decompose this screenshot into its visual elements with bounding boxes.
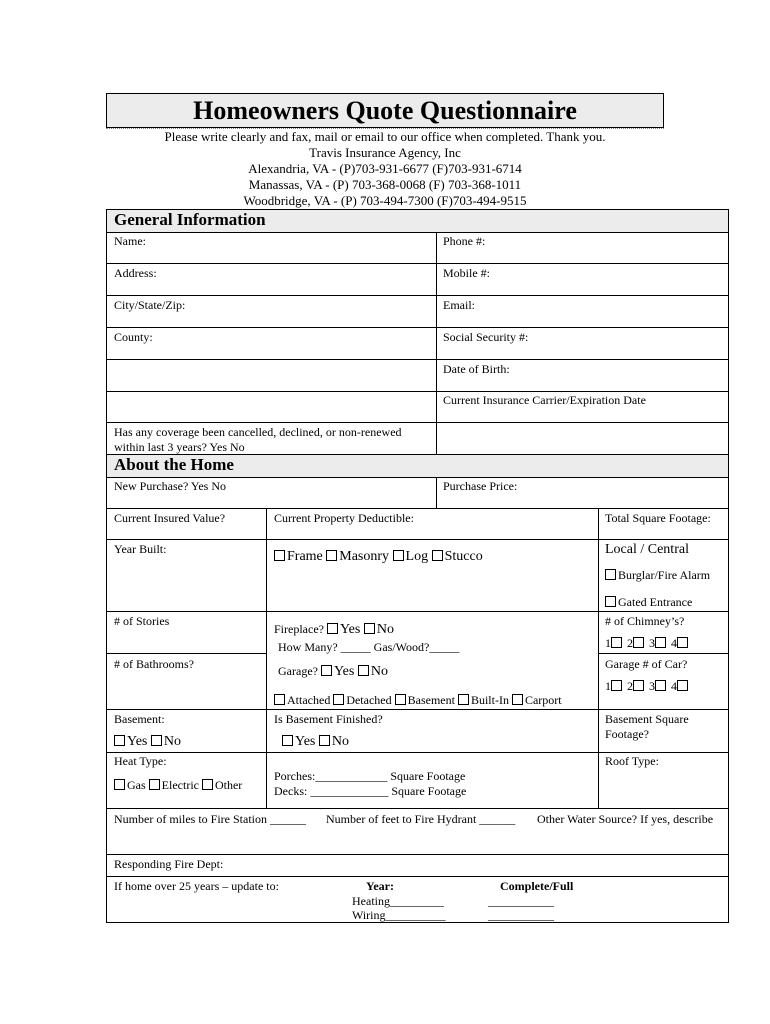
basement-finished-options: Yes No	[282, 734, 349, 749]
checkbox-car-1[interactable]	[611, 680, 622, 691]
checkbox-chimney-4[interactable]	[677, 637, 688, 648]
general-information-heading: General Information	[107, 210, 728, 232]
garage-question: Garage? Yes No	[278, 664, 388, 679]
row-divider	[106, 295, 729, 296]
name-label: Name:	[114, 234, 146, 248]
checkbox-masonry[interactable]	[326, 550, 337, 561]
checkbox-stucco[interactable]	[432, 550, 443, 561]
checkbox-burglar-alarm[interactable]	[605, 569, 616, 580]
checkbox-finished-no[interactable]	[319, 735, 330, 746]
checkbox-car-2[interactable]	[633, 680, 644, 691]
table-border-left	[106, 209, 107, 923]
row-divider	[106, 263, 729, 264]
row-divider	[106, 422, 729, 423]
year-header: Year:	[366, 879, 394, 893]
checkbox-log[interactable]	[393, 550, 404, 561]
row-divider	[106, 327, 729, 328]
row-divider	[106, 709, 729, 710]
agency-name: Travis Insurance Agency, Inc	[309, 145, 461, 160]
garage-car-count-options: 1 2 3 4	[605, 679, 690, 694]
checkbox-electric[interactable]	[149, 779, 160, 790]
row-divider	[106, 232, 729, 233]
checkbox-finished-yes[interactable]	[282, 735, 293, 746]
office-manassas: Manassas, VA - (P) 703-368-0068 (F) 703-368-1011	[248, 177, 522, 192]
mobile-label: Mobile #:	[443, 266, 490, 280]
wiring-field[interactable]: Wiring__________	[352, 908, 446, 922]
checkbox-chimney-3[interactable]	[655, 637, 666, 648]
checkbox-attached[interactable]	[274, 694, 285, 705]
checkbox-chimney-2[interactable]	[633, 637, 644, 648]
deductible-label: Current Property Deductible:	[274, 511, 414, 525]
column-divider	[436, 232, 437, 455]
checkbox-basement-no[interactable]	[151, 735, 162, 746]
intro-instructions: Please write clearly and fax, mail or email to our office when completed. Thank you.	[164, 129, 606, 144]
column-divider	[266, 508, 267, 808]
dob-label: Date of Birth:	[443, 362, 510, 376]
row-divider	[106, 391, 729, 392]
purchase-price-label: Purchase Price:	[443, 479, 518, 493]
checkbox-detached[interactable]	[333, 694, 344, 705]
heat-type-label: Heat Type:	[114, 754, 167, 768]
checkbox-fireplace-no[interactable]	[364, 623, 375, 634]
construction-type-options: Frame Masonry Log Stucco	[274, 549, 483, 564]
phone-label: Phone #:	[443, 234, 486, 248]
complete-header: Complete/Full	[500, 879, 574, 893]
checkbox-basement-yes[interactable]	[114, 735, 125, 746]
chimney-count-options: 1 2 3 4	[605, 636, 690, 651]
row-divider	[106, 808, 729, 809]
row-divider	[106, 477, 729, 478]
update-label: If home over 25 years – update to:	[114, 879, 279, 893]
checkbox-other[interactable]	[202, 779, 213, 790]
checkbox-built-in[interactable]	[458, 694, 469, 705]
coverage-question: Has any coverage been cancelled, declined, or non-renewed	[114, 425, 402, 439]
checkbox-fireplace-yes[interactable]	[327, 623, 338, 634]
address-label: Address:	[114, 266, 157, 280]
heating-complete-field[interactable]: ___________	[488, 894, 554, 908]
insured-value-label: Current Insured Value?	[114, 511, 226, 525]
decks-field[interactable]: Decks: _____________ Square Footage	[274, 784, 467, 798]
row-divider	[598, 653, 729, 654]
ssn-label: Social Security #:	[443, 330, 529, 344]
fireplace-details: How Many? _____ Gas/Wood?_____	[278, 640, 460, 654]
checkbox-car-4[interactable]	[677, 680, 688, 691]
city-state-zip-label: City/State/Zip:	[114, 298, 186, 312]
basement-finished-label: Is Basement Finished?	[274, 712, 383, 726]
local-central-label: Local / Central	[605, 542, 689, 557]
gated-entrance-option: Gated Entrance	[605, 595, 692, 610]
garage-cars-label: Garage # of Car?	[605, 657, 688, 671]
heating-field[interactable]: Heating_________	[352, 894, 444, 908]
row-divider	[106, 359, 729, 360]
page-title: Homeowners Quote Questionnaire	[106, 93, 664, 128]
fire-dept-label: Responding Fire Dept:	[114, 857, 224, 871]
about-home-heading: About the Home	[107, 455, 728, 477]
basement-label: Basement:	[114, 712, 165, 726]
roof-type-label: Roof Type:	[605, 754, 659, 768]
new-purchase-label: New Purchase? Yes No	[114, 479, 226, 493]
stories-label: # of Stories	[114, 614, 170, 628]
square-footage-label: Total Square Footage:	[605, 511, 711, 525]
basement-sqft-label: Basement Square	[605, 712, 689, 726]
column-divider	[598, 508, 599, 808]
garage-type-options: Attached Detached Basement Built-In Carport	[274, 693, 562, 708]
email-label: Email:	[443, 298, 475, 312]
checkbox-gas[interactable]	[114, 779, 125, 790]
checkbox-carport[interactable]	[512, 694, 523, 705]
checkbox-gated-entrance[interactable]	[605, 596, 616, 607]
heat-type-options: Gas Electric Other	[114, 778, 242, 793]
checkbox-basement-garage[interactable]	[395, 694, 406, 705]
fire-hydrant-distance[interactable]: Number of feet to Fire Hydrant ______	[326, 812, 516, 826]
checkbox-garage-no[interactable]	[358, 665, 369, 676]
insurance-carrier-label: Current Insurance Carrier/Expiration Date	[443, 393, 646, 407]
chimneys-label: # of Chimney’s?	[605, 614, 685, 628]
checkbox-car-3[interactable]	[655, 680, 666, 691]
fireplace-question: Fireplace? Yes No	[274, 622, 394, 637]
county-label: County:	[114, 330, 153, 344]
row-divider	[106, 752, 729, 753]
row-divider	[106, 653, 266, 654]
checkbox-chimney-1[interactable]	[611, 637, 622, 648]
year-built-label: Year Built:	[114, 542, 167, 556]
office-woodbridge: Woodbridge, VA - (P) 703-494-7300 (F)703-494-9515	[243, 193, 527, 208]
checkbox-frame[interactable]	[274, 550, 285, 561]
column-divider	[436, 477, 437, 508]
checkbox-garage-yes[interactable]	[321, 665, 332, 676]
porches-field[interactable]: Porches:____________ Square Footage	[274, 769, 466, 783]
row-divider	[106, 854, 729, 855]
basement-options: Yes No	[114, 734, 181, 749]
wiring-complete-field[interactable]: ___________	[488, 908, 554, 922]
row-divider	[106, 539, 729, 540]
coverage-question-cont: within last 3 years? Yes No	[114, 440, 245, 454]
table-border-top	[106, 209, 729, 210]
row-divider	[106, 508, 729, 509]
table-border-right	[728, 209, 729, 923]
burglar-alarm-option: Burglar/Fire Alarm	[605, 568, 710, 583]
fire-station-distance[interactable]: Number of miles to Fire Station ______	[114, 812, 306, 826]
basement-sqft-label-cont: Footage?	[605, 727, 649, 741]
row-divider	[106, 611, 729, 612]
bathrooms-label: # of Bathrooms?	[114, 657, 194, 671]
office-alexandria: Alexandria, VA - (P)703-931-6677 (F)703-931-6714	[248, 161, 522, 176]
row-divider	[106, 876, 729, 877]
water-source-label: Other Water Source? If yes, describe	[537, 812, 714, 826]
